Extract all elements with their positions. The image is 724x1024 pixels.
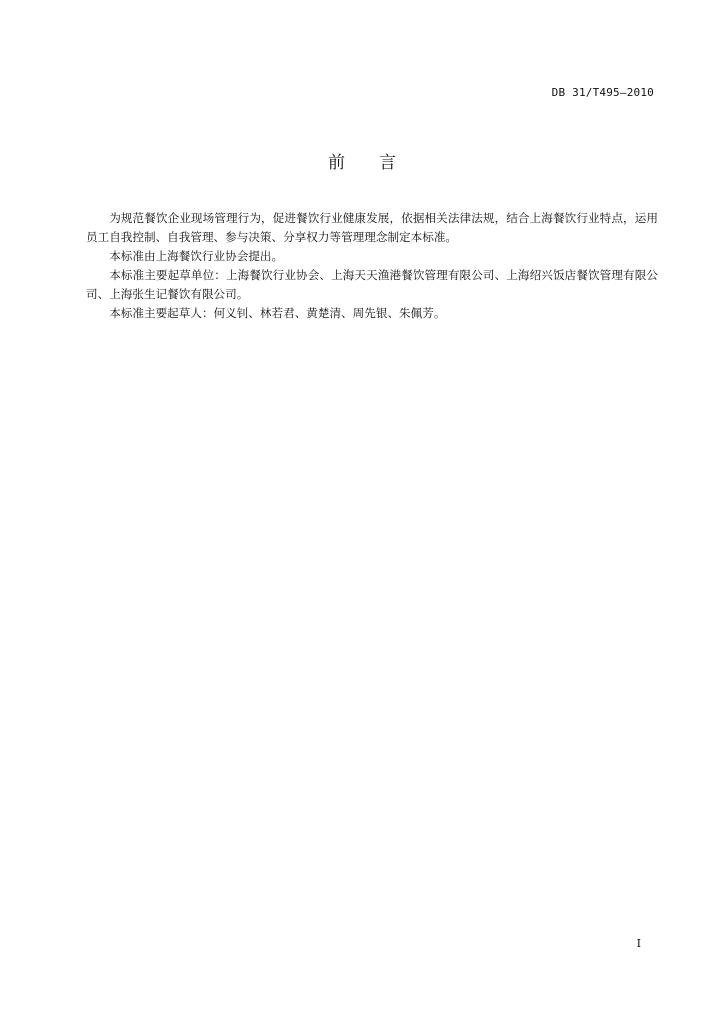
- foreword-body: [86, 209, 658, 323]
- paragraph-proposer: 本标准由上海餐饮行业协会提出。: [109, 249, 284, 263]
- page-number: I: [636, 937, 641, 950]
- paragraph-drafters: 本标准主要起草人：何义钊、林若君、黄楚清、周先银、朱佩芳。: [109, 306, 446, 320]
- paragraph-drafting-units: 本标准主要起草单位：上海餐饮行业协会、上海天天渔港餐饮管理有限公司、上海绍兴饭店餐饮管理有限公司、上海张生记餐饮有限公司。: [86, 268, 658, 301]
- page-title: 前 言: [328, 153, 396, 173]
- document-code: DB 31/T495—2010: [551, 86, 654, 99]
- paragraph-purpose: 为规范餐饮企业现场管理行为，促进餐饮行业健康发展，依据相关法律法规，结合上海餐饮行业特点，运用员工自我控制、自我管理、参与决策、分享权力等管理理念制定本标准。: [86, 211, 658, 244]
